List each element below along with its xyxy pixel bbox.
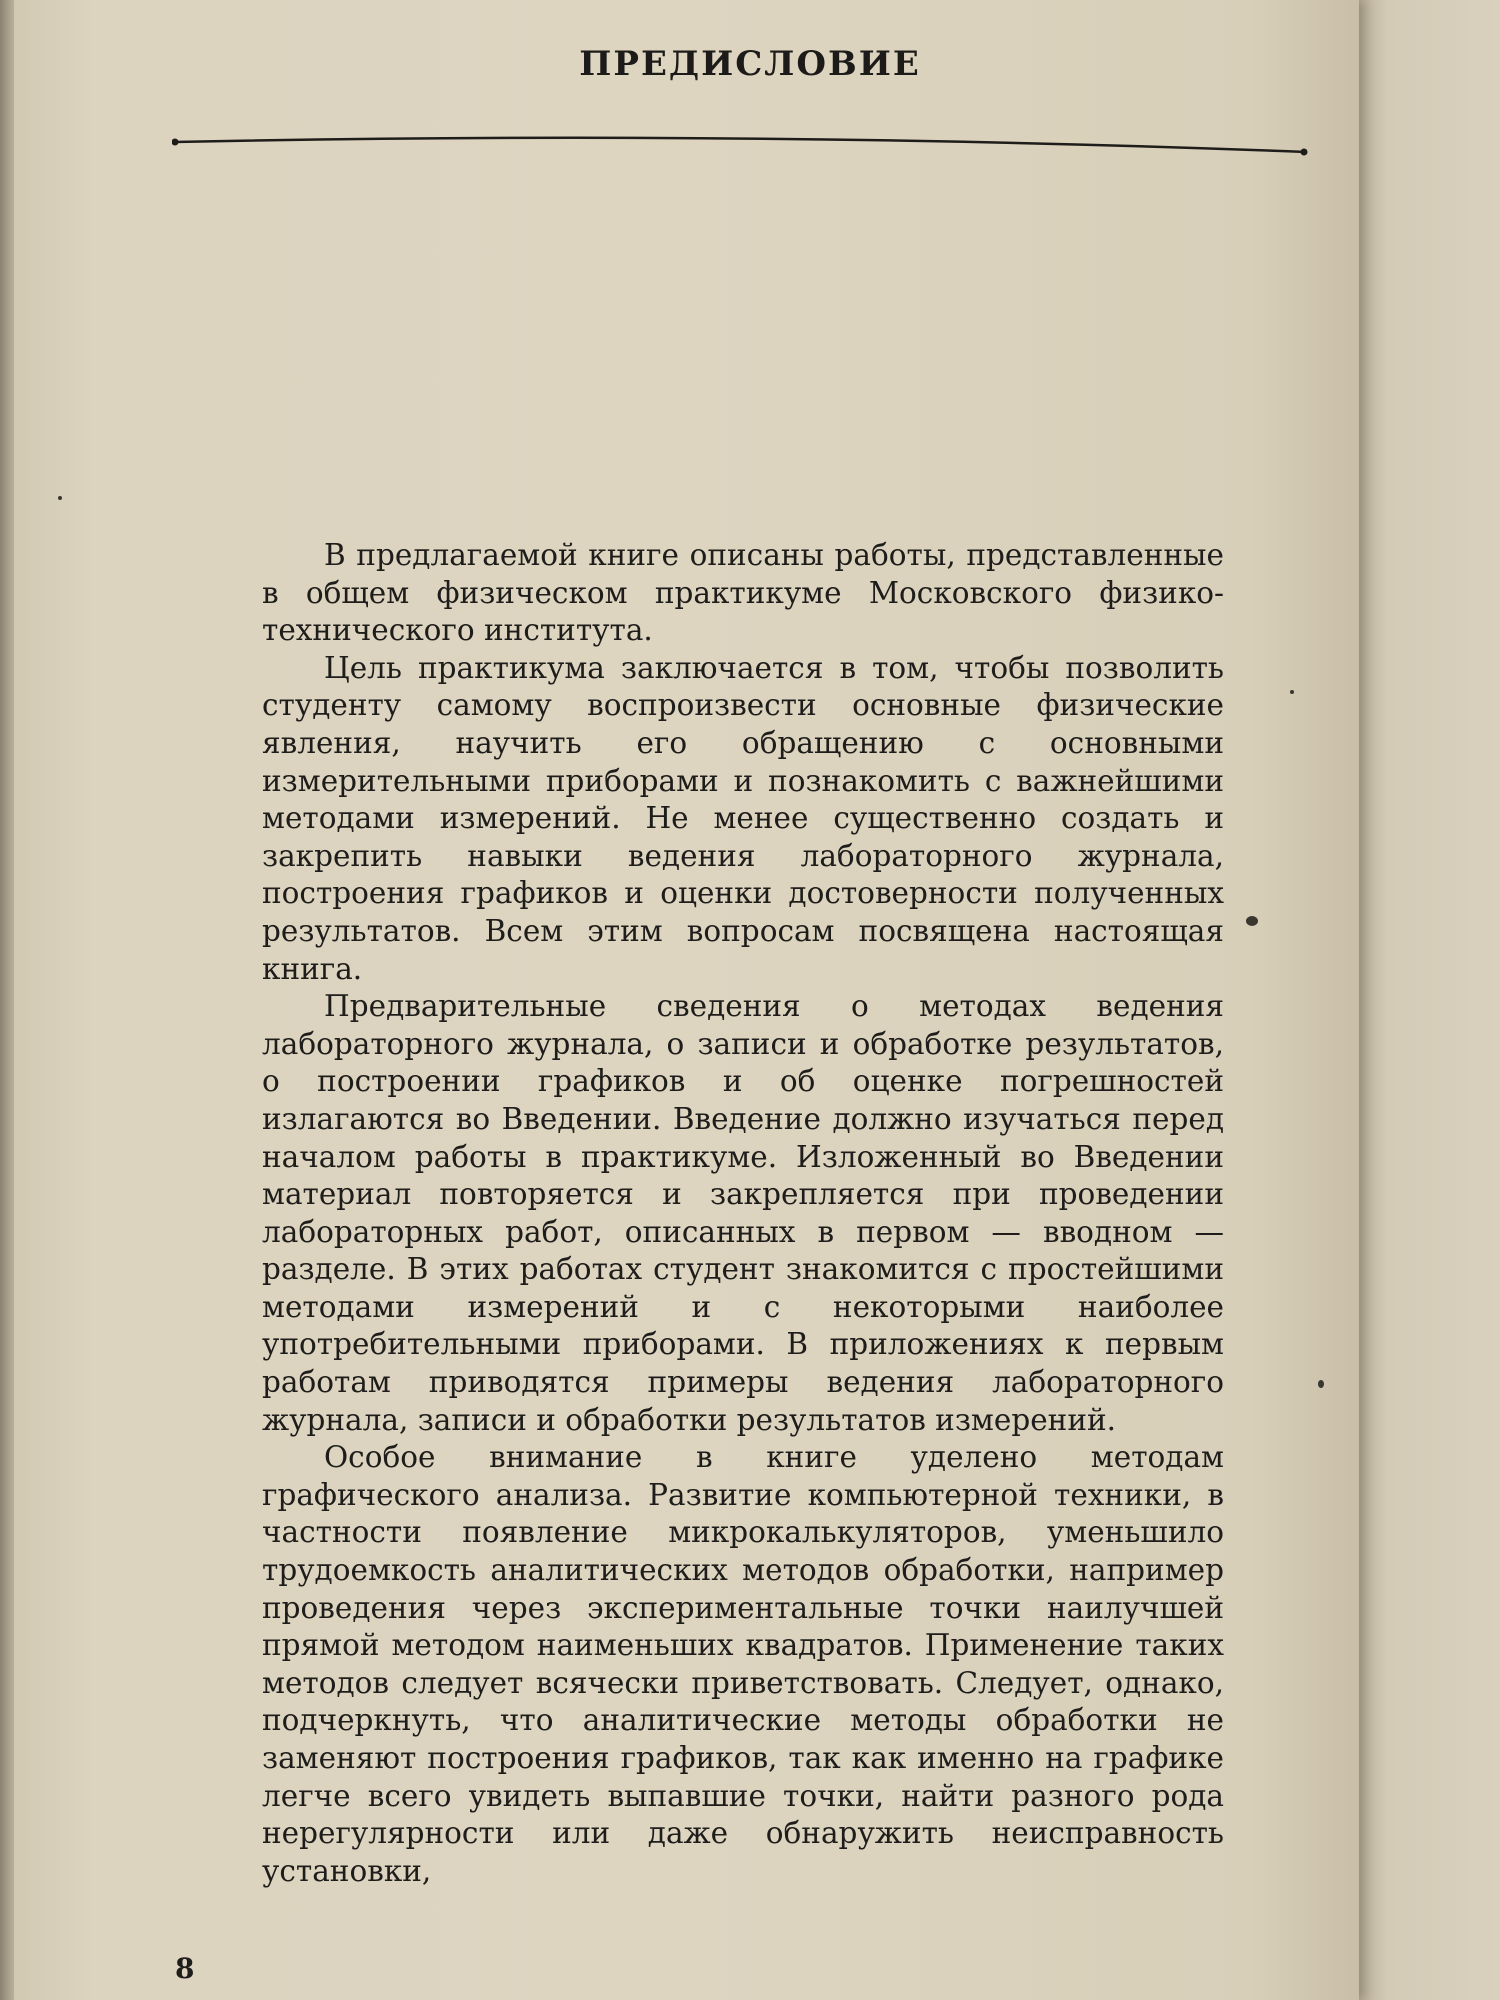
page-heading: ПРЕДИСЛОВИЕ: [579, 44, 921, 84]
ink-speck: [1318, 1380, 1324, 1388]
next-page-edge: [1359, 0, 1500, 2000]
page-number: 8: [175, 1952, 195, 1985]
paragraph-2: Цель практикума заключается в том, чтобы позволить студенту самому воспроизвести основные физические явления, научить его обращению с основными измерительными приборами и познакомить с важнейшими методами измерений. Не менее существенно создать и закрепить навыки ведения лабораторного журнала, построения графиков и оценки достоверности полученных результатов. Всем этим вопросам посвящена настоящая книга.: [262, 650, 1224, 986]
ink-speck: [1290, 690, 1294, 694]
paragraph-4: Особое внимание в книге уделено методам графического анализа. Развитие компьютерной техники, в частности появление микрокалькуляторов, уменьшило трудоемкость аналитических методов обработки, например проведения через экспериментальные точки наилучшей прямой методом наименьших квадратов. Применение таких методов следует всячески приветствовать. Следует, однако, подчеркнуть, что аналитические методы обработки не заменяют построения графиков, так как именно на графике легче всего увидеть выпавшие точки, найти разного рода нерегулярности или даже обнаружить неисправность установки,: [262, 1440, 1224, 1888]
paragraph-1: В предлагаемой книге описаны работы, представленные в общем физическом практикуме Московского физико-технического института.: [262, 538, 1224, 648]
book-spine-shadow: [0, 0, 14, 2000]
paragraph-3: Предварительные сведения о методах ведения лабораторного журнала, о записи и обработке результатов, о построении графиков и об оценке погрешностей излагаются во Введении. Введение должно изучаться перед началом работы в практикуме. Изложенный во Введении материал повторяется и закрепляется при проведении лабораторных работ, описанных в первом — вводном — разделе. В этих работах студент знакомится с простейшими методами измерений и с некоторыми наиболее употребительными приборами. В приложениях к первым работам приводятся примеры ведения лабораторного журнала, записи и обработки результатов измерений.: [262, 989, 1224, 1437]
body-text: [262, 537, 1224, 1890]
ink-speck: [58, 496, 62, 500]
heading-rule: [172, 132, 1308, 156]
ink-speck: [1246, 916, 1258, 926]
